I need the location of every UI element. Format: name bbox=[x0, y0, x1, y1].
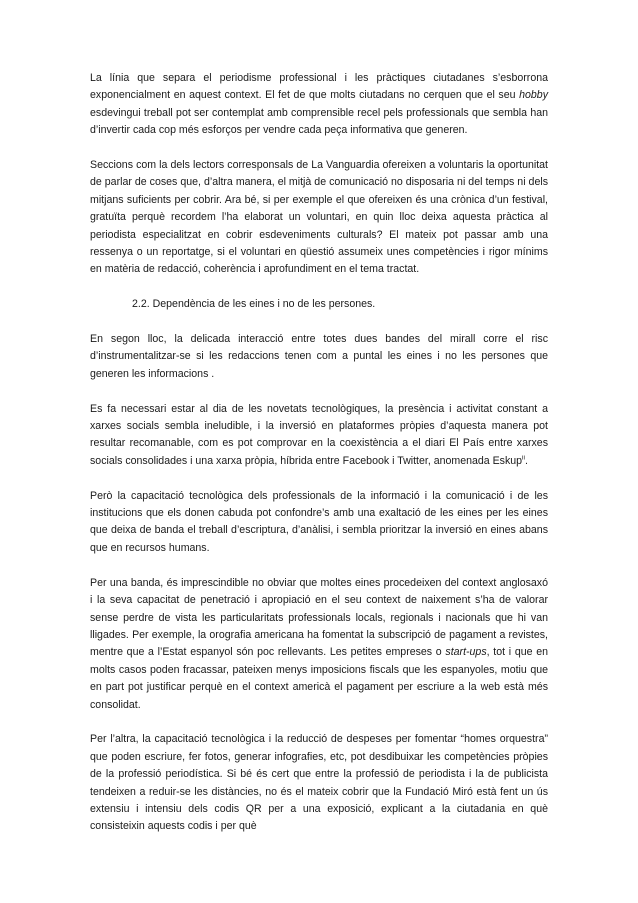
section-heading bbox=[90, 296, 548, 313]
paragraph bbox=[90, 331, 548, 383]
text-run: Seccions com la dels lectors corresponsals de La Vanguardia ofereixen a voluntaris la oportunitat de parlar de coses que, d’altra manera, el mitjà de comunicació no disposaria ni del temps ni dels mitjans suficients per cobrir. Ara bé, si per exemple el que ofereixen és una crònica d’un festival, gratuïta perquè recordem l’ha elaborat un voluntari, en quin lloc deixa aquesta pràctica al periodista especialitzat en cobrir esdeveniments culturals? El mateix pot passar amb una ressenya o un reportatge, si el voluntari en qüestió assumeix unes competències i rigor mínims en matèria de redacció, coherència i aprofundiment en el tema tractat. bbox=[90, 159, 548, 276]
paragraph bbox=[90, 488, 548, 558]
document-body bbox=[90, 70, 548, 836]
text-run: Per una banda, és imprescindible no obviar que moltes eines procedeixen del context anglosaxó i la seva capacitat de penetració i apropiació en el seu context de naixement s’ha de valorar sense perdre de vista les particularitats professionals locals, regionals i nacionals que hi van lligades. Per exemple, la orografia americana ha fomentat la subscripció de pagament a revistes, mentre que a l’Estat espanyol són poc rellevants. Les petites empreses o bbox=[90, 576, 548, 659]
text-run: En segon lloc, la delicada interacció entre totes dues bandes del mirall corre el risc d’instrumentalitzar-se si les redaccions tenen com a puntal les eines i no les persones que generen les informacions . bbox=[90, 333, 548, 380]
text-run: 2.2. Dependència de les eines i no de les persones. bbox=[132, 298, 376, 311]
paragraph bbox=[90, 401, 548, 471]
paragraph bbox=[90, 70, 548, 140]
text-run: Es fa necessari estar al dia de les novetats tecnològiques, la presència i activitat constant a xarxes socials sembla ineludible, i la inversió en plataformes pròpies d’aquesta manera pot resultar recomanable, com es pot comprovar en la coexistència a el diari El País entre xarxes socials consolidades i una xarxa pròpia, híbrida entre Facebook i Twitter, anomenada Eskup bbox=[90, 402, 548, 467]
text-run: esdevingui treball pot ser contemplat amb comprensible recel pels professionals que sembla han d’invertir cada cop més esforços per vendre cada peça informativa que generen. bbox=[90, 106, 548, 137]
text-run: La línia que separa el periodisme professional i les pràctiques ciutadanes s’esborrona exponencialment en aquest context. El fet de que molts ciutadans no cerquen que el seu bbox=[90, 72, 548, 102]
text-run: Però la capacitació tecnològica dels professionals de la informació i la comunicació i de les institucions que els donen cabuda pot confondre’s amb una exaltació de les eines per les eines que deixa de banda el treball d’escriptura, d’anàlisi, i sembla prioritzar la inversió en eines abans que en recursos humans. bbox=[90, 489, 548, 554]
paragraph bbox=[90, 731, 548, 835]
italic-term: hobby bbox=[519, 89, 548, 102]
footnote-marker: ii bbox=[522, 454, 525, 462]
paragraph bbox=[90, 575, 548, 714]
text-run: , tot i que en molts casos poden fracassar, pateixen menys imposicions fiscals que les espanyoles, motiu que en part pot justificar perquè en el context americà el pagament per escriure a la web està més consolidat. bbox=[90, 646, 548, 711]
italic-term: start-ups bbox=[445, 646, 487, 659]
text-run: . bbox=[524, 454, 528, 467]
text-run: Per l’altra, la capacitació tecnològica i la reducció de despeses per fomentar “homes orquestra” que poden escriure, fer fotos, generar infografies, etc, pot desdibuixar les competències pròpies de la professió periodística. Si bé és cert que entre la professió de periodista i la de publicista tendeixen a reduir-se les distàncies, no és el mateix cobrir que la Fundació Miró està fent un ús extensiu i intensiu dels codis QR per a una exposició, explicant a la ciutadania en què consisteixin aquests codis i per què bbox=[90, 733, 548, 833]
paragraph bbox=[90, 157, 548, 279]
